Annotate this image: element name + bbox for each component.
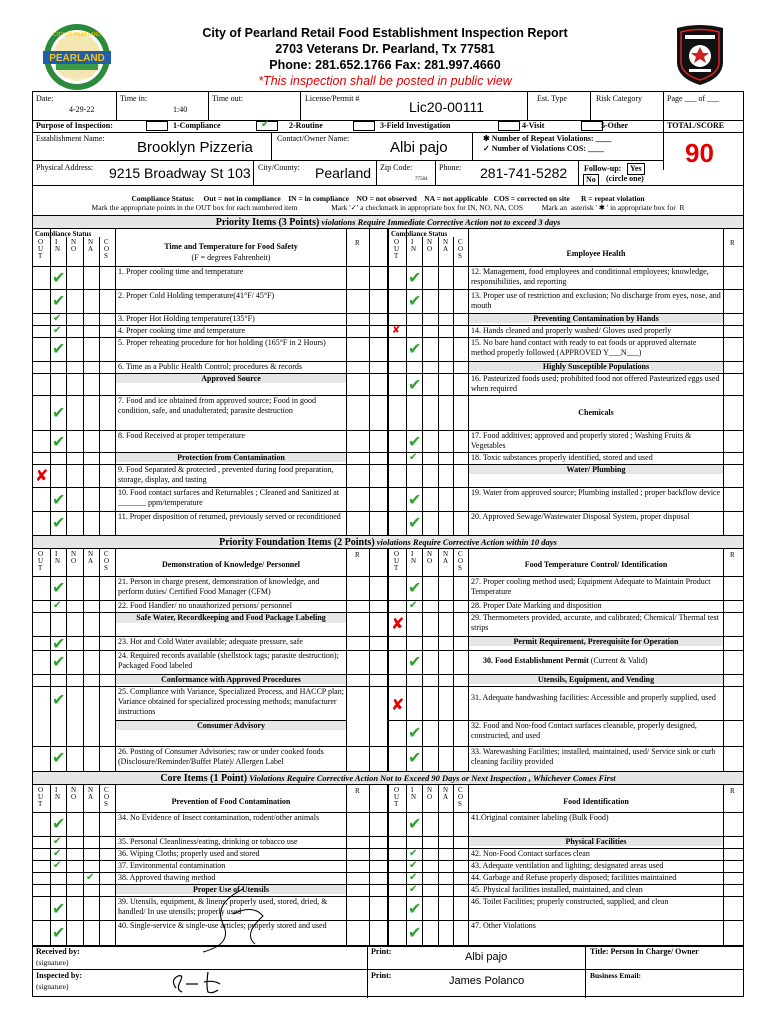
item-45: 45. Physical facilities installed, maintained, and clean — [471, 885, 643, 894]
item-17: 17. Food additives; approved and properly stored ; Washing Fruits & Vegetables — [471, 431, 692, 450]
check-icon: ✔ — [408, 814, 422, 833]
check-icon: ✔ — [408, 899, 422, 918]
permit-heading: Permit Requirement, Prerequisite for Operation — [469, 637, 723, 646]
city-value[interactable]: Pearland — [315, 165, 372, 181]
item-42: 42. Non-Food Contact surfaces clean — [471, 849, 590, 858]
knowledge-title: Demonstration of Knowledge/ Personnel — [162, 560, 300, 569]
inspected-sig-label: (signature) — [36, 982, 69, 991]
dept-phone: Phone: 281.652.1766 Fax: 281.997.4660 — [269, 58, 501, 72]
cos-violations: ✓ Number of Violations COS: ____ — [483, 144, 605, 153]
item-6: 6. Time as a Public Health Control; procedures & records — [118, 362, 302, 371]
check-icon: ✔ — [53, 848, 62, 859]
col-no: N O — [427, 550, 433, 565]
check-icon: ✔ — [53, 325, 62, 336]
col-no: N O — [71, 550, 77, 565]
col-no: N O — [71, 238, 77, 253]
compliance-checkbox[interactable] — [146, 121, 168, 131]
date-value[interactable]: 4-29-22 — [69, 105, 95, 114]
water-heading: Water/ Plumbing — [469, 465, 723, 474]
phone-value[interactable]: 281-741-5282 — [480, 165, 568, 181]
compliance-status-right: Compliance Status — [391, 230, 448, 238]
report-header — [0, 0, 770, 92]
purpose-visit: 4-Visit — [522, 121, 545, 130]
item-14: 14. Hands cleaned and properly washed/ Gloves used properly — [471, 326, 672, 335]
time-in-value[interactable]: 1:40 — [173, 105, 188, 114]
item-38: 38. Approved thawing method — [118, 873, 216, 882]
check-icon: ✔ — [408, 652, 422, 671]
est-name-value[interactable]: Brooklyn Pizzeria — [137, 139, 253, 156]
check-icon: ✔ — [53, 313, 62, 324]
owner-label: Contact/Owner Name: — [277, 134, 350, 143]
col-r: R — [355, 787, 360, 795]
col-in: I N — [411, 238, 417, 253]
consumer-advisory-heading: Consumer Advisory — [116, 721, 346, 730]
col-na: N A — [443, 550, 449, 565]
item-24: 24. Required records available (shellstock tags; parasite destruction); Packaged Food labeled — [118, 651, 339, 670]
core-subtitle: Violations Require Corrective Action Not to Exceed 90 Days or Next Inspection , Whichever Comes First — [247, 773, 616, 783]
col-r: R — [355, 551, 360, 559]
item-30-note: (Current & Valid) — [588, 656, 648, 665]
col-in: I N — [55, 550, 61, 565]
check-icon: ✔ — [53, 600, 62, 611]
purpose-other: 5-Other — [601, 121, 629, 130]
core-items-header — [33, 771, 743, 785]
item-30 — [483, 656, 722, 666]
health-dept-badge — [675, 22, 725, 86]
print-label-2: Print: — [371, 971, 392, 980]
chemicals-heading: Chemicals — [578, 408, 614, 417]
date-label: Date: — [36, 94, 54, 103]
item-15: 15. No bare hand contact with ready to eat foods or approved alternate method properly followed (APPROVED Y___N___) — [471, 338, 697, 357]
check-icon: ✔ — [408, 513, 422, 532]
col-no: N O — [427, 786, 433, 801]
col-out: O U T — [394, 550, 400, 572]
item-19: 19. Water from approved source; Plumbing installed ; proper backflow device — [471, 488, 721, 497]
report-title: City of Pearland Retail Food Establishment Inspection Report — [202, 26, 568, 40]
protection-heading: Protection from Contamination — [116, 453, 346, 462]
col-na: N A — [443, 238, 449, 253]
food-id-title: Food Identification — [563, 797, 629, 806]
compliance-status-left: Compliance Status — [35, 230, 92, 238]
phys-address-value[interactable]: 9215 Broadway St 103 — [109, 165, 251, 181]
check-icon: ✔ — [52, 291, 66, 310]
risk-label: Risk Category — [596, 94, 642, 103]
license-label: License/Permit # — [305, 94, 360, 103]
col-out: O U T — [38, 550, 44, 572]
item-36: 36. Wiping Cloths; properly used and stored — [118, 849, 260, 858]
item-29: 29. Thermometers provided, accurate, and calibrated; Chemical/ Thermal test strips — [471, 613, 719, 632]
zip-value[interactable]: 77584 — [415, 177, 428, 182]
physical-facilities-heading: Physical Facilities — [469, 837, 723, 846]
check-icon: ✔ — [52, 490, 66, 509]
item-30-label: 30. Food Establishment Permit — [483, 656, 589, 665]
logo-top-text: CITY OF PEARLAND — [53, 32, 101, 38]
time-temp-title: Time and Temperature for Food Safety — [164, 242, 298, 251]
item-7: 7. Food and ice obtained from approved source; Food in good condition, safe, and unadulterated; parasite destruction — [118, 396, 316, 415]
item-21: 21. Person in charge present, demonstration of knowledge, and perform duties/ Certified Food Manager (CFM) — [118, 577, 320, 596]
item-43: 43. Adequate ventilation and lighting; designated areas used — [471, 861, 664, 870]
check-icon: ✔ — [409, 600, 418, 611]
zip-label: Zip Code: — [380, 163, 413, 172]
business-email-label: Business Email: — [590, 971, 642, 980]
logo-est-text: EST. 1894 — [65, 78, 89, 84]
title-label: Title: Person In Charge/ Owner — [590, 947, 699, 956]
item-18: 18. Toxic substances properly identified, stored and used — [471, 453, 653, 462]
col-na: N A — [88, 238, 94, 253]
inspector-signature-icon — [168, 968, 248, 996]
item-27: 27. Proper cooling method used; Equipment Adequate to Maintain Product Temperature — [471, 577, 711, 596]
check-icon: ✔ — [408, 748, 422, 767]
followup-label: Follow-up: — [584, 164, 622, 173]
owner-value[interactable]: Albi pajo — [390, 139, 448, 156]
col-cos: C O S — [104, 786, 110, 808]
x-mark-icon: ✘ — [391, 695, 405, 714]
check-icon: ✔ — [52, 923, 66, 942]
check-icon: ✔ — [52, 513, 66, 532]
purpose-routine: 2-Routine — [289, 121, 323, 130]
col-cos: C O S — [458, 786, 464, 808]
item-8: 8. Food Received at proper temperature — [118, 431, 246, 440]
employee-health-title: Employee Health — [566, 249, 626, 258]
item-23: 23. Hot and Cold Water available; adequate pressure, safe — [118, 637, 303, 646]
time-temp-sub: (F = degrees Fahrenheit) — [191, 253, 271, 262]
item-26: 26. Posting of Consumer Advisories; raw or under cooked foods (Disclosure/Reminder/Buffet Plate)/ Allergen Label — [118, 747, 324, 766]
license-value[interactable]: Lic20-00111 — [409, 99, 484, 115]
followup-yes[interactable]: Yes — [627, 163, 645, 175]
total-score: 90 — [685, 138, 714, 168]
check-icon: ✔ — [408, 339, 422, 358]
other-checkbox[interactable] — [581, 121, 603, 131]
check-icon: ✔ — [52, 432, 66, 451]
col-na: N A — [88, 550, 94, 565]
susceptible-heading: Highly Susceptible Populations — [469, 362, 723, 371]
item-32: 32. Food and Non-food Contact surfaces cleanable, properly designed, constructed, and used — [471, 721, 697, 740]
check-icon: ✔ — [408, 432, 422, 451]
item-44: 44. Garbage and Refuse properly disposed; facilities maintained — [471, 873, 677, 882]
item-28: 28. Proper Date Marking and disposition — [471, 601, 602, 610]
x-mark-icon: ✘ — [35, 466, 49, 485]
col-no: N O — [71, 786, 77, 801]
col-r: R — [730, 551, 735, 559]
item-40: 40. Single-service & single-use articles; properly stored and used — [118, 921, 327, 930]
col-out: O U T — [38, 786, 44, 808]
check-icon: ✔ — [86, 872, 95, 883]
item-47: 47. Other Violations — [471, 921, 536, 930]
logo-wordmark: PEARLAND — [49, 53, 105, 64]
utensil-use-heading: Proper Use of Utensils — [116, 885, 346, 894]
item-3: 3. Proper Hot Holding temperature(135°F) — [118, 314, 255, 323]
check-icon: ✔ — [52, 748, 66, 767]
page-label: Page ___ of ___ — [667, 94, 720, 103]
col-in: I N — [55, 786, 61, 801]
priority-title: Priority Items (3 Points) — [215, 217, 320, 228]
col-na: N A — [88, 786, 94, 801]
item-34: 34. No Evidence of Insect contamination, rodent/other animals — [118, 813, 320, 822]
check-icon: ✔ — [52, 268, 66, 287]
col-in: I N — [411, 786, 417, 801]
pf-subtitle: violations Require Corrective Action within 10 days — [374, 537, 557, 547]
total-score-label: TOTAL/SCORE — [667, 121, 725, 130]
check-icon: ✔ — [408, 375, 422, 394]
item-25: 25. Compliance with Variance, Specialized Process, and HACCP plan; Variance obtained for specialized processing methods; manufacturer instructions — [118, 687, 344, 716]
check-icon: ✔ — [52, 652, 66, 671]
item-16: 16. Pasteurized foods used; prohibited food not offered Pasteurized eggs used when required — [471, 374, 720, 393]
repeat-violations: ✱ Number of Repeat Violations: ____ — [483, 134, 612, 143]
check-icon: ✔ — [52, 339, 66, 358]
col-r: R — [355, 239, 360, 247]
check-icon: ✔ — [261, 119, 270, 130]
check-icon: ✔ — [408, 268, 422, 287]
priority-items-header — [33, 215, 743, 229]
check-icon: ✔ — [53, 836, 62, 847]
print-label-1: Print: — [371, 947, 392, 956]
item-31: 31. Adequate handwashing facilities: Accessible and properly supplied, used — [471, 693, 716, 702]
col-cos: C O S — [458, 238, 464, 260]
food-temp-title: Food Temperature Control/ Identification — [524, 560, 668, 569]
col-cos: C O S — [104, 550, 110, 572]
col-na: N A — [443, 786, 449, 801]
item-41: 41.Original container labeling (Bulk Food) — [471, 813, 609, 822]
item-11: 11. Proper disposition of returned, previously served or reconditioned — [118, 512, 341, 521]
field-investigation-checkbox[interactable] — [353, 121, 375, 131]
x-mark-icon: ✘ — [392, 325, 401, 336]
phys-address-label: Physical Address: — [36, 163, 94, 172]
check-icon: ✔ — [53, 860, 62, 871]
hands-heading: Preventing Contamination by Hands — [469, 314, 723, 323]
item-39: 39. Utensils, equipment, & linens; properly used, stored, dried, & handled/ In use utensils; properly used — [118, 897, 328, 916]
phone-label: Phone: — [439, 163, 462, 172]
item-2: 2. Proper Cold Holding temperature(41°F/ 45°F) — [118, 291, 275, 300]
item-33: 33. Warewashing Facilities; installed, maintained, used/ Service sink or curb cleaning facility provided — [471, 747, 716, 766]
col-in: I N — [55, 238, 61, 253]
est-type-label: Est. Type — [537, 94, 567, 103]
check-icon: ✔ — [409, 860, 418, 871]
item-20: 20. Approved Sewage/Wastewater Disposal System, proper disposal — [471, 512, 690, 521]
check-icon: ✔ — [52, 403, 66, 422]
check-icon: ✔ — [409, 452, 418, 463]
check-icon: ✔ — [408, 723, 422, 742]
item-12: 12. Management, food employees and conditional employees; knowledge, responsibilities, and reporting — [471, 267, 709, 286]
dept-address: 2703 Veterans Dr. Pearland, Tx 77581 — [275, 42, 495, 56]
inspection-form — [32, 91, 744, 997]
time-in-label: Time in: — [120, 94, 148, 103]
col-out: O U T — [394, 786, 400, 808]
col-in: I N — [411, 550, 417, 565]
followup-no[interactable]: No — [583, 174, 599, 186]
item-22: 22. Food Handler/ no unauthorized persons/ personnel — [118, 601, 292, 610]
item-10: 10. Food contact surfaces and Returnables ; Cleaned and Sanitized at _______ ppm/temperature — [118, 488, 340, 507]
item-5: 5. Proper reheating procedure for hot holding (165°F in 2 Hours) — [118, 338, 326, 347]
col-cos: C O S — [458, 550, 464, 572]
check-icon: ✔ — [52, 634, 66, 653]
purpose-label: Purpose of Inspection: — [36, 121, 113, 130]
prevention-title: Prevention of Food Contamination — [171, 797, 291, 806]
check-icon: ✔ — [408, 291, 422, 310]
city-label: City/County: — [258, 163, 300, 172]
check-icon: ✔ — [408, 923, 422, 942]
posting-notice: *This inspection shall be posted in public view — [258, 74, 512, 88]
est-name-label: Establishment Name: — [36, 134, 105, 143]
priority-foundation-header — [33, 535, 743, 549]
check-icon: ✔ — [409, 884, 418, 895]
item-4: 4. Proper cooking time and temperature — [118, 326, 246, 335]
purpose-compliance: 1-Compliance — [173, 121, 221, 130]
priority-subtitle: violations Require Immediate Corrective Action not to exceed 3 days — [319, 217, 561, 227]
col-cos: C O S — [104, 238, 110, 260]
safe-water-heading: Safe Water, Recordkeeping and Food Package Labeling — [116, 613, 346, 623]
received-by-label: Received by: — [36, 947, 80, 956]
approved-source-heading: Approved Source — [116, 374, 346, 383]
time-out-label: Time out: — [212, 94, 244, 103]
followup-circle: (circle one) — [606, 174, 644, 183]
item-46: 46. Toilet Facilities; properly constructed, supplied, and clean — [471, 897, 669, 906]
check-icon: ✔ — [409, 848, 418, 859]
check-icon: ✔ — [52, 814, 66, 833]
col-out: O U T — [38, 238, 44, 260]
legend-line-1: Compliance Status: Out = not in compliance IN = in compliance NO = not observed NA = not applicable COS = corrected on site R = repeat violation — [131, 194, 645, 203]
col-out: O U T — [394, 238, 400, 260]
conformance-heading: Conformance with Approved Procedures — [116, 675, 346, 684]
item-1: 1. Proper cooling time and temperature — [118, 267, 244, 276]
inspected-by-label: Inspected by: — [36, 971, 83, 980]
received-sig-label: (signature) — [36, 958, 69, 967]
signature-scribble-icon — [173, 884, 293, 954]
item-35: 35. Personal Cleanliness/eating, drinking or tobacco use — [118, 837, 298, 846]
col-no: N O — [427, 238, 433, 253]
check-icon: ✔ — [52, 899, 66, 918]
check-icon: ✔ — [52, 578, 66, 597]
pearland-logo — [40, 22, 114, 92]
check-icon: ✔ — [409, 872, 418, 883]
visit-checkbox[interactable] — [498, 121, 520, 131]
pf-title: Priority Foundation Items (2 Points) — [219, 537, 375, 548]
x-mark-icon: ✘ — [391, 614, 405, 633]
item-9: 9. Food Separated & protected , prevented during food preparation, storage, display, and tasting — [118, 465, 334, 484]
purpose-field: 3-Field Investigation — [380, 121, 451, 130]
print-name-1[interactable]: Albi pajo — [465, 951, 508, 963]
check-icon: ✔ — [408, 578, 422, 597]
print-name-2[interactable]: James Polanco — [449, 975, 525, 987]
item-13: 13. Proper use of restriction and exclusion; No discharge from eyes, nose, and mouth — [471, 291, 721, 310]
legend-line-2: Mark the appropriate points in the OUT box for each numbered item Mark '✓' a checkmark in appropriate box for IN, NO, NA, COS Mark an asterisk ' ✱ ' in appropriate box for R — [91, 203, 685, 212]
col-r: R — [730, 239, 735, 247]
utensils-heading: Utensils, Equipment, and Vending — [469, 675, 723, 684]
check-icon: ✔ — [408, 490, 422, 509]
col-r: R — [730, 787, 735, 795]
check-icon: ✔ — [52, 690, 66, 709]
core-title: Core Items (1 Point) — [160, 773, 248, 784]
item-37: 37. Environmental contamination — [118, 861, 226, 870]
